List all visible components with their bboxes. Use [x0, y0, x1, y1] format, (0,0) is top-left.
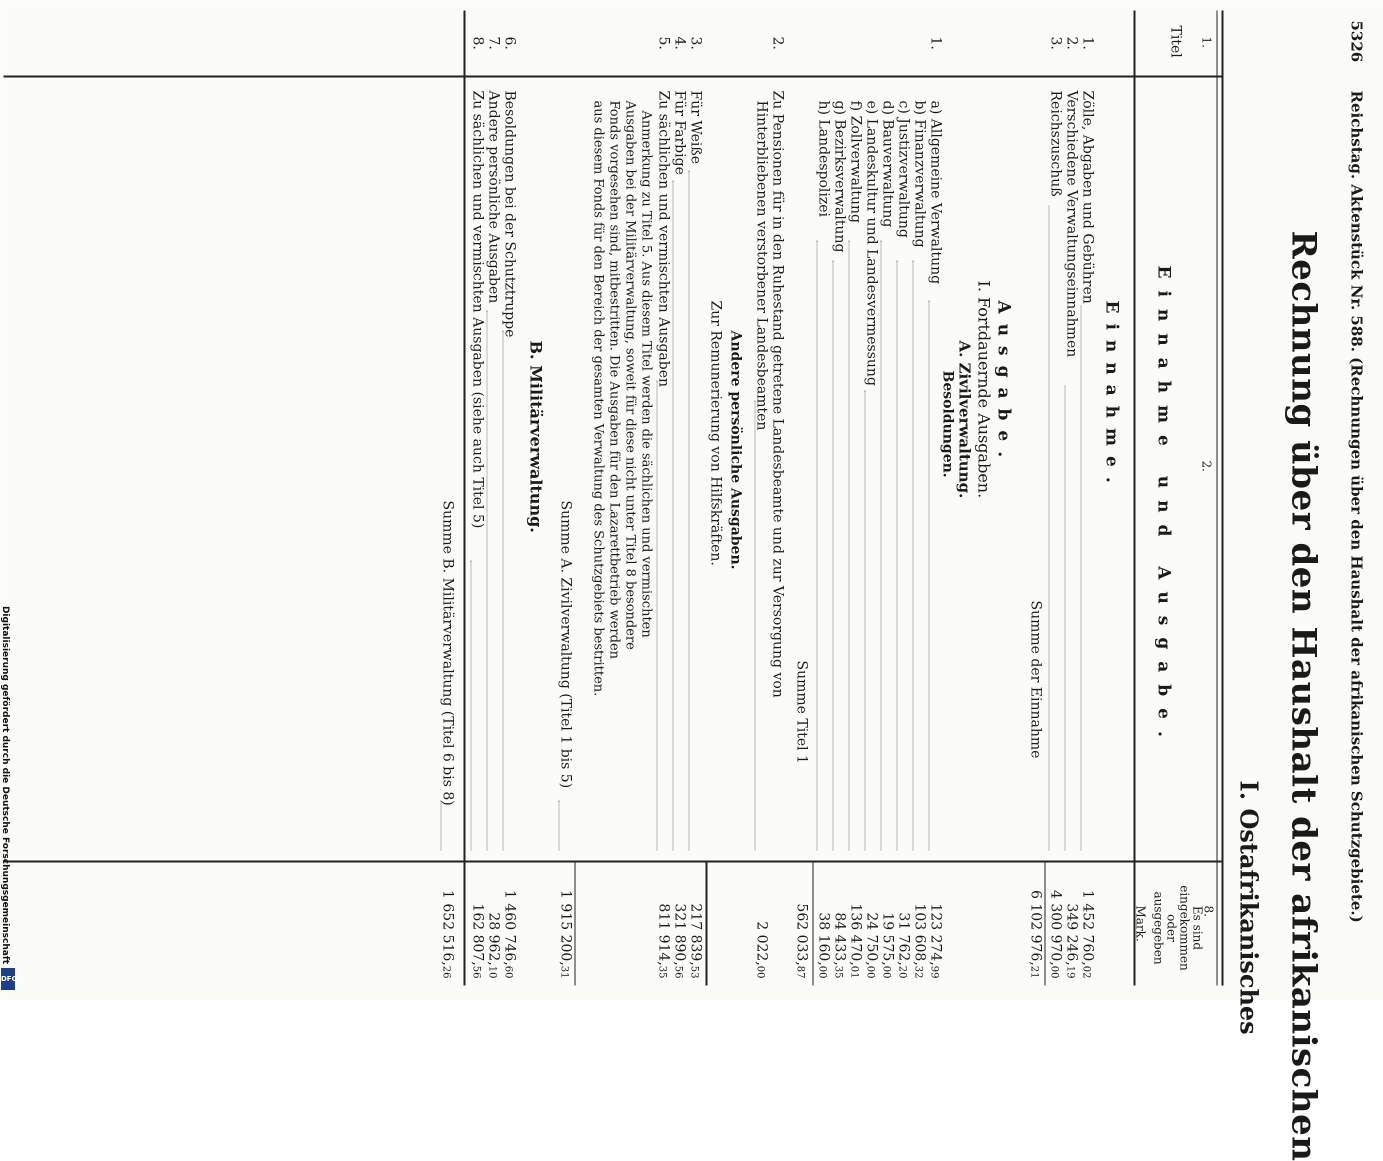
- row-amount: 321 890,56: [671, 902, 687, 978]
- row-label: Zölle, Abgaben und Gebühren: [1079, 90, 1095, 304]
- annotation-line: Anmerkung zu Titel 5. Aus diesem Titel werden die sächlichen und vermischten: [638, 110, 653, 638]
- col3-header-line: eingekommen: [1177, 884, 1191, 971]
- row-amount: 38 160,00: [815, 911, 831, 978]
- row-amount: 136 470,01: [847, 902, 863, 978]
- row-label: a) Allgemeine Verwaltung: [927, 100, 943, 284]
- row-amount: 103 608,32: [911, 902, 927, 978]
- row-amount: 84 433,35: [831, 911, 847, 978]
- sum-rule: [574, 862, 575, 985]
- row-amount: 1 452 760,02: [1079, 889, 1095, 978]
- titel-number: 5.: [655, 36, 671, 50]
- col2-header: Einnahme und Ausgabe.: [1153, 265, 1173, 749]
- row-label: f) Zollverwaltung: [847, 100, 863, 223]
- section-einnahme: Einnahme.: [1101, 300, 1121, 493]
- table-rule: [463, 10, 465, 985]
- row-label: b) Finanzverwaltung: [911, 100, 927, 248]
- titel-number: 1.: [1079, 36, 1095, 50]
- titel-number: 7.: [485, 36, 501, 50]
- dfg-footer: [0, 600, 16, 995]
- section-fortdauernde: I. Fortdauernde Ausgaben.: [974, 280, 993, 498]
- row-label: Andere persönliche Ausgaben: [485, 90, 501, 303]
- dfg-logo: DFG: [1, 968, 15, 990]
- section-zivil: A. Zivilverwaltung.: [955, 340, 973, 498]
- row-amount: 811 914,35: [655, 902, 671, 978]
- sum-label: Summe B. Militärverwaltung (Titel 6 bis 8): [439, 500, 455, 806]
- running-title: Reichstag. Aktenstück Nr. 588. (Rechnungen über den Haushalt der afrikanischen Schutzgebiete.): [1347, 90, 1365, 923]
- col3-header: [1151, 880, 1203, 975]
- document-subtitle: I. Ostafrikanisches: [1234, 780, 1263, 1035]
- annotation-line: aus diesem Fonds für den Bereich der gesamten Verwaltung des Schutzgebiets bestritten.: [590, 100, 605, 696]
- row-amount: 217 839,53: [687, 902, 703, 978]
- row-amount: 162 807,56: [469, 902, 485, 978]
- sum-amount: 1 652 516,26: [439, 889, 455, 978]
- titel-number: 3.: [1047, 36, 1063, 50]
- section-ausgabe: Ausgabe.: [993, 300, 1013, 467]
- titel-number: 3.: [687, 36, 703, 50]
- row-amount: 1 460 746,60: [501, 889, 517, 978]
- titel-number: 2.: [1063, 36, 1079, 50]
- table-top-rule-2: [1216, 10, 1217, 985]
- section-militaer: B. Militärverwaltung.: [526, 340, 545, 533]
- titel-number: 1.: [927, 36, 943, 50]
- row-label: Zu Pensionen für in den Ruhestand getretene Landesbeamte und zur Versorgung von: [769, 90, 785, 698]
- header-bottom-rule: [1133, 10, 1135, 985]
- page-number: 5326: [1347, 20, 1365, 62]
- col3-number: 8.: [1201, 905, 1215, 917]
- sum-amount: 1 915 200,31: [557, 889, 573, 978]
- annotation-line: Ausgaben bei der Militärverwaltung, soweit für diese nicht unter Titel 8 besondere: [622, 100, 637, 650]
- col1-header: Titel: [1167, 25, 1183, 58]
- annotation-line: Fonds vorgesehen sind, mitbestritten. Die Ausgaben für den Lazarettbetrieb werden: [606, 100, 621, 659]
- col1-divider: [3, 75, 1223, 77]
- section-besoldungen: Besoldungen.: [939, 370, 955, 478]
- row-amount: 31 762,20: [895, 911, 911, 978]
- row-label: g) Bezirksverwaltung: [831, 100, 847, 252]
- row-label: Zu sächlichen und vermischten Ausgaben (siehe auch Titel 5): [469, 90, 485, 528]
- table-top-rule: [1221, 10, 1223, 985]
- col3-header-line: ausgegeben: [1151, 890, 1165, 965]
- col3-header-line: oder: [1164, 913, 1178, 942]
- dfg-footer-text: Digitalisierung gefördert durch die Deutsche Forschungsgemeinschaft: [0, 605, 10, 965]
- row-label: Zu sächlichen und vermischten Ausgaben: [655, 90, 671, 387]
- titel-number: 6.: [501, 36, 517, 50]
- col2-divider: [3, 860, 1223, 862]
- sum-rule: [1044, 862, 1045, 985]
- titel-number: 4.: [671, 36, 687, 50]
- titel-number: 8.: [469, 36, 485, 50]
- sum-rule: [812, 862, 813, 985]
- row-amount: 2 022,00: [753, 920, 769, 978]
- row-label: Für Weiße: [687, 90, 703, 164]
- row-amount: 123 274,99: [927, 902, 943, 978]
- row-label: Hinterbliebenen verstorbener Landesbeamten: [753, 100, 769, 430]
- sum-label: Summe der Einnahme: [1027, 600, 1043, 758]
- row-amount: 24 750,00: [863, 911, 879, 978]
- section-andere: Andere persönliche Ausgaben.: [727, 330, 743, 570]
- col2-number: 2.: [1199, 460, 1213, 472]
- row-label: Reichszuschuß: [1047, 90, 1063, 197]
- row-label: h) Landespolizei: [815, 100, 831, 217]
- document-title: Rechnung über den Haushalt der afrikanischen: [1283, 230, 1323, 1161]
- titel-number: 2.: [769, 36, 785, 50]
- row-amount: 19 575,00: [879, 911, 895, 978]
- col3-unit: Mark.: [1133, 905, 1147, 942]
- row-amount: 4 300 970,00: [1047, 889, 1063, 978]
- row-amount: 28 962,10: [485, 911, 501, 978]
- sum-label: Summe Titel 1: [793, 660, 809, 764]
- row-label: d) Bauverwaltung: [879, 100, 895, 227]
- sum-label: Summe A. Zivilverwaltung (Titel 1 bis 5): [557, 500, 573, 788]
- sum-amount: 6 102 976,21: [1027, 889, 1043, 978]
- row-label: Besoldungen bei der Schutztruppe: [501, 90, 517, 337]
- row-label: e) Landeskultur und Landesvermessung: [863, 100, 879, 386]
- section-rule: [705, 862, 707, 985]
- row-amount: 349 246,19: [1063, 902, 1079, 978]
- row-label: c) Justizverwaltung: [895, 100, 911, 238]
- row-label: Für Farbige: [671, 90, 687, 175]
- col1-number: 1.: [1199, 36, 1213, 48]
- section-remuneration: Zur Remunerierung von Hilfskräften.: [707, 300, 723, 566]
- sum-amount: 562 033,87: [793, 902, 809, 978]
- col3-header-line: Es sind: [1190, 905, 1204, 950]
- row-label: Verschiedene Verwaltungseinnahmen: [1063, 90, 1079, 357]
